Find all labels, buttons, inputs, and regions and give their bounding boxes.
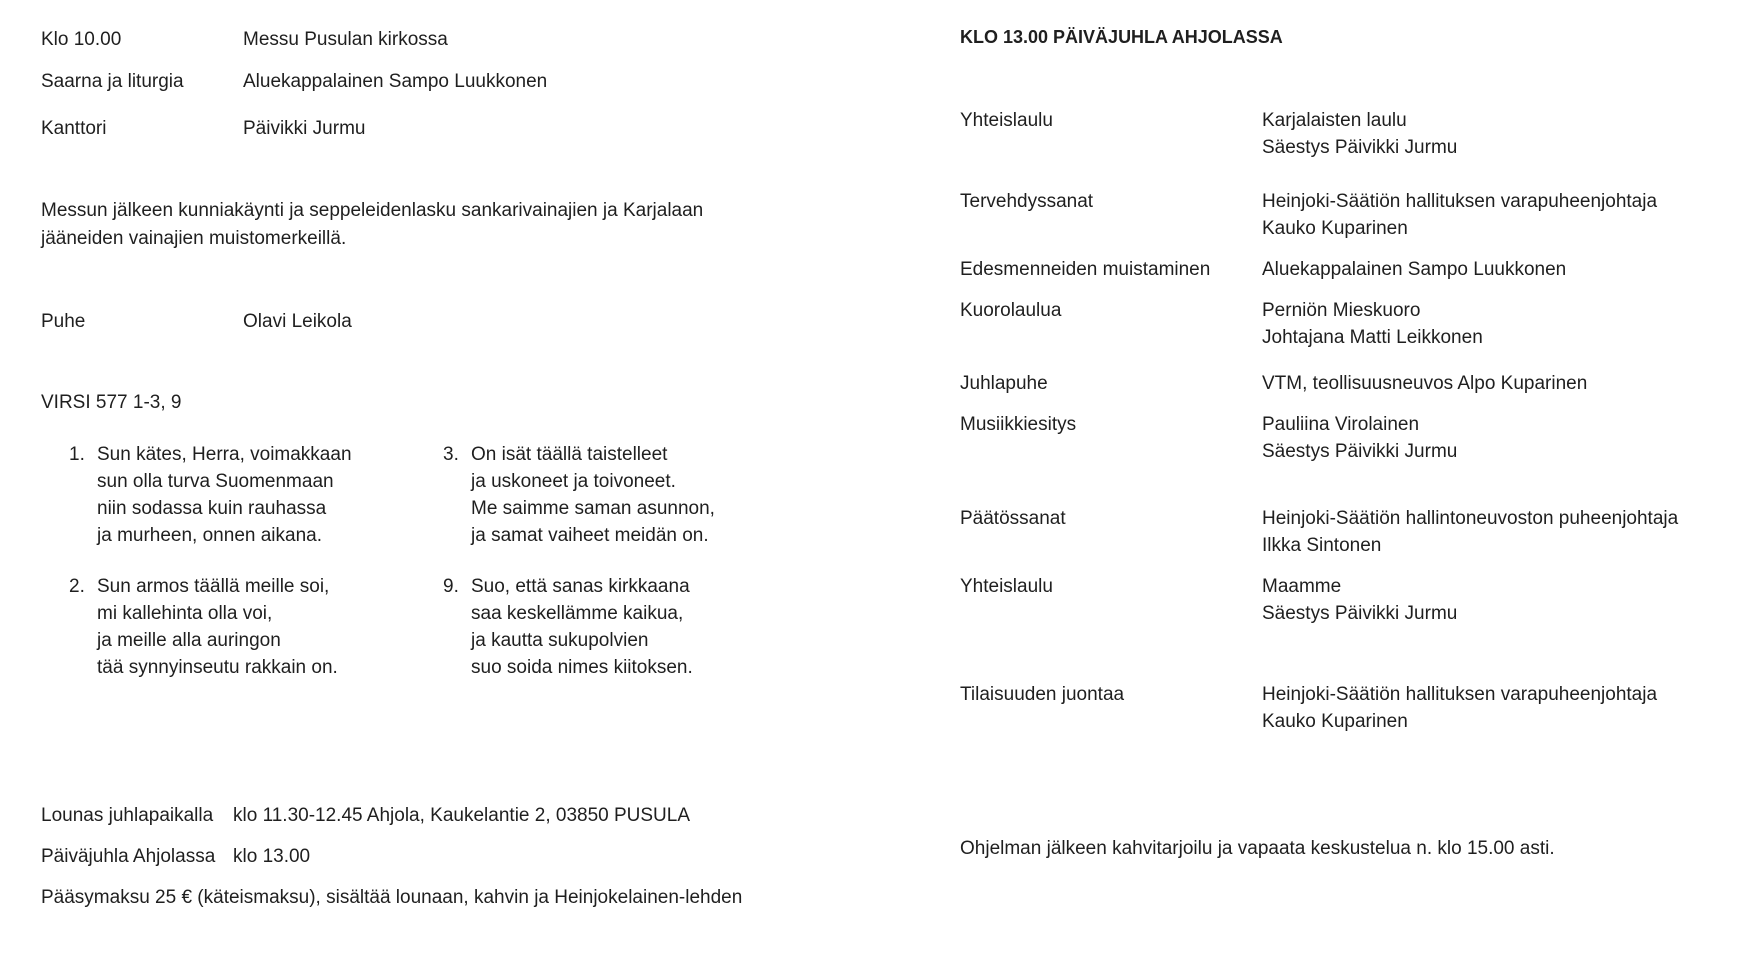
program-line: Säestys Päivikki Jurmu (1262, 441, 1458, 462)
program-line: Heinjoki-Säätiön hallintoneuvoston puheenjohtaja (1262, 508, 1679, 529)
footer-festival-label: Päiväjuhla Ahjolassa (41, 846, 216, 867)
schedule-label-cantor: Kanttori (41, 118, 107, 139)
verse-line: Sun armos täällä meille soi, (97, 576, 330, 597)
program-line: Johtajana Matti Leikkonen (1262, 327, 1483, 348)
verse-line: Me saimme saman asunnon, (471, 498, 715, 519)
footer-lunch-label: Lounas juhlapaikalla (41, 805, 214, 826)
program-title: KLO 13.00 PÄIVÄJUHLA AHJOLASSA (960, 27, 1283, 47)
program-label: Edesmenneiden muistaminen (960, 259, 1211, 280)
program-label: Juhlapuhe (960, 373, 1048, 394)
verse-line: Sun kätes, Herra, voimakkaan (97, 444, 352, 465)
program-line: Säestys Päivikki Jurmu (1262, 137, 1458, 158)
verse-line: tää synnyinseutu rakkain on. (97, 657, 338, 678)
program-label: Tervehdyssanat (960, 191, 1094, 212)
program-line: Maamme (1262, 576, 1342, 597)
program-label: Kuorolaulua (960, 300, 1062, 321)
verse-line: ja kautta sukupolvien (471, 630, 649, 651)
speech-value: Olavi Leikola (243, 311, 352, 332)
program-value (1262, 681, 1657, 735)
footer-lunch-value: klo 11.30-12.45 Ahjola, Kaukelantie 2, 03850 PUSULA (233, 805, 691, 826)
program-line: Pauliina Virolainen (1262, 414, 1420, 435)
schedule-value-cantor: Päivikki Jurmu (243, 118, 366, 139)
verse-number: 1. (69, 444, 85, 465)
program-value (1262, 505, 1678, 559)
verse-1 (69, 441, 352, 549)
program-value (1262, 370, 1587, 397)
program-label: Yhteislaulu (960, 576, 1053, 597)
program-label: Musiikkiesitys (960, 414, 1077, 435)
speech-label: Puhe (41, 311, 86, 332)
footer-fee-text: Pääsymaksu 25 € (käteismaksu), sisältää lounaan, kahvin ja Heinjokelainen-lehden (41, 887, 743, 908)
hymn-title: VIRSI 577 1-3, 9 (41, 392, 182, 413)
verse-line: ja uskoneet ja toivoneet. (471, 471, 676, 492)
program-label: Tilaisuuden juontaa (960, 684, 1125, 705)
program-line: Heinjoki-Säätiön hallituksen varapuheenjohtaja (1262, 684, 1658, 705)
paragraph-line-2: jääneiden vainajien muistomerkeillä. (41, 228, 347, 249)
program-line: VTM, teollisuusneuvos Alpo Kuparinen (1262, 373, 1588, 394)
program-value (1262, 297, 1483, 351)
verse-line: mi kallehinta olla voi, (97, 603, 273, 624)
program-line: Karjalaisten laulu (1262, 110, 1407, 131)
closing-text: Ohjelman jälkeen kahvitarjoilu ja vapaata keskustelua n. klo 15.00 asti. (960, 838, 1555, 859)
verse-number: 9. (443, 576, 459, 597)
paragraph-line-1: Messun jälkeen kunniakäynti ja seppeleidenlasku sankarivainajien ja Karjalaan (41, 200, 704, 221)
program-value (1262, 573, 1457, 627)
verse-line: ja samat vaiheet meidän on. (471, 525, 709, 546)
program-line: Kauko Kuparinen (1262, 711, 1408, 732)
program-label: Yhteislaulu (960, 110, 1053, 131)
program-value (1262, 188, 1657, 242)
verse-line: suo soida nimes kiitoksen. (471, 657, 693, 678)
schedule-value-sermon: Aluekappalainen Sampo Luukkonen (243, 71, 548, 92)
verse-2 (69, 573, 338, 681)
verse-line: On isät täällä taistelleet (471, 444, 668, 465)
program-line: Aluekappalainen Sampo Luukkonen (1262, 259, 1567, 280)
verse-number: 3. (443, 444, 459, 465)
schedule-label-time: Klo 10.00 (41, 29, 122, 50)
program-value (1262, 256, 1566, 283)
program-value (1262, 411, 1457, 465)
program-line: Ilkka Sintonen (1262, 535, 1382, 556)
verse-number: 2. (69, 576, 85, 597)
verse-line: saa keskellämme kaikua, (471, 603, 684, 624)
program-line: Säestys Päivikki Jurmu (1262, 603, 1458, 624)
verse-9 (443, 573, 693, 681)
program-line: Heinjoki-Säätiön hallituksen varapuheenjohtaja (1262, 191, 1658, 212)
verse-line: ja meille alla auringon (97, 630, 281, 651)
program-line: Kauko Kuparinen (1262, 218, 1408, 239)
verse-line: sun olla turva Suomenmaan (97, 471, 334, 492)
program-value (1262, 107, 1457, 161)
footer-festival-value: klo 13.00 (233, 846, 311, 867)
verse-3 (443, 441, 715, 549)
schedule-value-mass: Messu Pusulan kirkossa (243, 29, 448, 50)
schedule-label-sermon: Saarna ja liturgia (41, 71, 184, 92)
program-line: Perniön Mieskuoro (1262, 300, 1421, 321)
verse-line: Suo, että sanas kirkkaana (471, 576, 690, 597)
program-label: Päätössanat (960, 508, 1066, 529)
verse-line: niin sodassa kuin rauhassa (97, 498, 327, 519)
verse-line: ja murheen, onnen aikana. (97, 525, 322, 546)
